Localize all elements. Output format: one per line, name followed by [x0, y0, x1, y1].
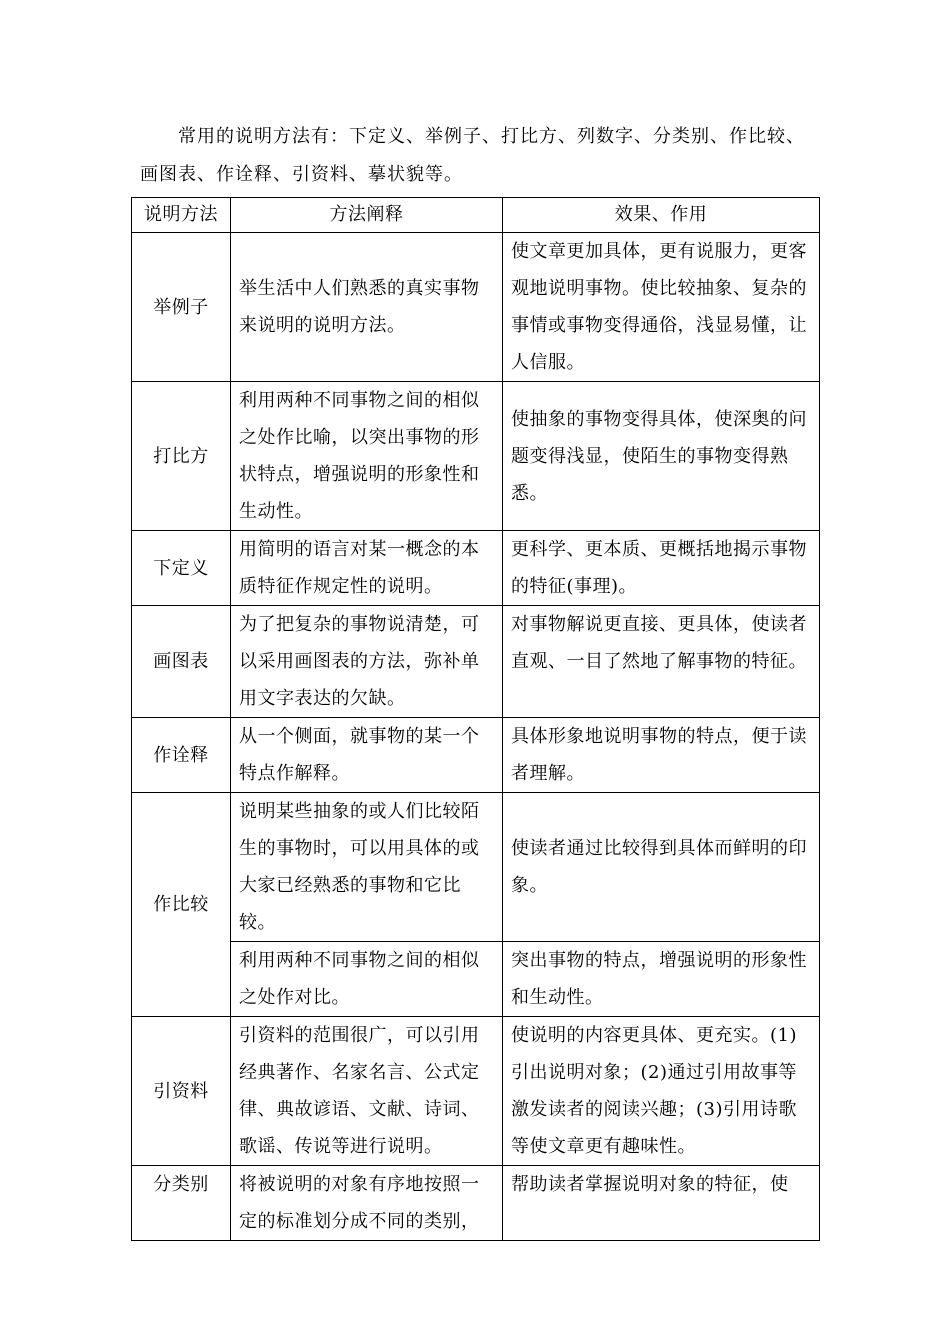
method-name: 作诠释: [132, 718, 231, 793]
method-explanation: 利用两种不同事物之间的相似之处作比喻，以突出事物的形状特点，增强说明的形象性和生动性。: [231, 382, 503, 531]
table-row: [132, 233, 820, 382]
method-effect: 帮助读者掌握说明对象的特征，使: [503, 1166, 820, 1241]
method-explanation: 将被说明的对象有序地按照一定的标准划分成不同的类别，: [231, 1166, 503, 1241]
header-explanation: 方法阐释: [231, 198, 503, 233]
method-effect: 突出事物的特点，增强说明的形象性和生动性。: [503, 942, 820, 1017]
method-effect: 使抽象的事物变得具体，使深奥的问题变得浅显，使陌生的事物变得熟悉。: [503, 382, 820, 531]
method-explanation: 引资料的范围很广，可以引用经典著作、名家名言、公式定律、典故谚语、文献、诗词、歌谣、传说等进行说明。: [231, 1017, 503, 1166]
table-row: [132, 942, 820, 1017]
method-effect: 更科学、更本质、更概括地揭示事物的特征(事理)。: [503, 531, 820, 606]
table-row: [132, 793, 820, 942]
table-row: [132, 718, 820, 793]
table-row: [132, 1017, 820, 1166]
table-row: [132, 531, 820, 606]
method-name: 下定义: [132, 531, 231, 606]
method-explanation: 举生活中人们熟悉的真实事物来说明的说明方法。: [231, 233, 503, 382]
method-name: 作比较: [132, 793, 231, 1017]
method-name: 引资料: [132, 1017, 231, 1166]
method-name: 打比方: [132, 382, 231, 531]
method-explanation: 说明某些抽象的或人们比较陌生的事物时，可以用具体的或大家已经熟悉的事物和它比较。: [231, 793, 503, 942]
header-effect: 效果、作用: [503, 198, 820, 233]
method-name: 分类别: [132, 1166, 231, 1241]
method-explanation: 为了把复杂的事物说清楚，可以采用画图表的方法，弥补单用文字表达的欠缺。: [231, 606, 503, 718]
table-header-row: [132, 198, 820, 233]
header-method: 说明方法: [132, 198, 231, 233]
method-effect: 对事物解说更直接、更具体，使读者直观、一目了然地了解事物的特征。: [503, 606, 820, 718]
table-row: [132, 606, 820, 718]
method-name: 举例子: [132, 233, 231, 382]
method-explanation: 从一个侧面，就事物的某一个特点作解释。: [231, 718, 503, 793]
method-effect: 使读者通过比较得到具体而鲜明的印象。: [503, 793, 820, 942]
table-row: [132, 1166, 820, 1241]
method-explanation: 利用两种不同事物之间的相似之处作对比。: [231, 942, 503, 1017]
method-effect: 具体形象地说明事物的特点，便于读者理解。: [503, 718, 820, 793]
method-effect: 使说明的内容更具体、更充实。(1)引出说明对象；(2)通过引用故事等激发读者的阅读兴趣；(3)引用诗歌等使文章更有趣味性。: [503, 1017, 820, 1166]
method-name: 画图表: [132, 606, 231, 718]
method-effect: 使文章更加具体，更有说服力，更客观地说明事物。使比较抽象、复杂的事情或事物变得通俗，浅显易懂，让人信服。: [503, 233, 820, 382]
methods-table: [131, 197, 820, 1241]
method-explanation: 用简明的语言对某一概念的本质特征作规定性的说明。: [231, 531, 503, 606]
table-row: [132, 382, 820, 531]
intro-paragraph: 常用的说明方法有：下定义、举例子、打比方、列数字、分类别、作比较、画图表、作诠释、引资料、摹状貌等。: [140, 126, 805, 185]
